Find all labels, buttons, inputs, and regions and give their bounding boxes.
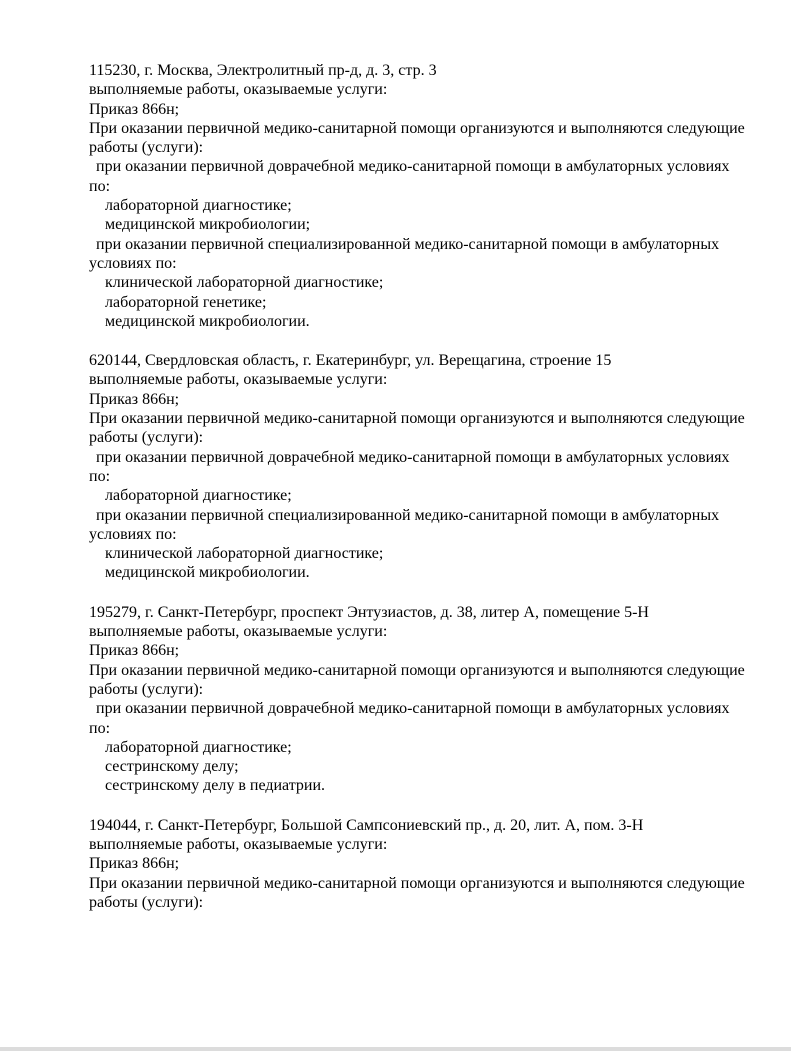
text-line: лабораторной диагностике; (105, 738, 292, 756)
text-line: медицинской микробиологии. (105, 564, 310, 582)
text-line: по: (89, 177, 111, 195)
text-line: условиях по: (89, 525, 177, 543)
text-line: лабораторной генетике; (105, 293, 267, 311)
text-line: медицинской микробиологии. (105, 312, 310, 330)
text-line: при оказании первичной доврачебной медико-санитарной помощи в амбулаторных условиях (96, 700, 730, 718)
text-line: выполняемые работы, оказываемые услуги: (89, 835, 388, 853)
text-line: выполняемые работы, оказываемые услуги: (89, 81, 388, 99)
license-address-block-ekaterinburg (89, 351, 749, 583)
text-line: работы (услуги): (89, 893, 204, 911)
text-line: 115230, г. Москва, Электролитный пр-д, д. 3, стр. 3 (89, 62, 437, 79)
text-line: Приказ 866н; (89, 855, 180, 873)
text-line: При оказании первичной медико-санитарной помощи организуются и выполняются следующие (89, 410, 745, 428)
text-line: сестринскому делу; (105, 758, 239, 776)
license-address-block-spb-entuziastov (89, 603, 749, 796)
text-line: при оказании первичной специализированной медико-санитарной помощи в амбулаторных (96, 235, 720, 253)
text-line: клинической лабораторной диагностике; (105, 274, 384, 292)
text-line: клинической лабораторной диагностике; (105, 545, 384, 563)
text-line: лабораторной диагностике; (105, 487, 292, 505)
footer-divider-bar (0, 1047, 791, 1051)
text-line: работы (услуги): (89, 429, 204, 447)
text-line: При оказании первичной медико-санитарной помощи организуются и выполняются следующие (89, 661, 745, 679)
license-address-block-spb-sampsonievsky (89, 816, 749, 912)
text-line: Приказ 866н; (89, 642, 180, 660)
text-line: при оказании первичной доврачебной медико-санитарной помощи в амбулаторных условиях (96, 158, 730, 176)
text-line: при оказании первичной доврачебной медико-санитарной помощи в амбулаторных условиях (96, 448, 730, 466)
text-line: работы (услуги): (89, 680, 204, 698)
text-line: выполняемые работы, оказываемые услуги: (89, 371, 388, 389)
document-content (89, 61, 749, 932)
text-line: Приказ 866н; (89, 390, 180, 408)
text-line: При оказании первичной медико-санитарной помощи организуются и выполняются следующие (89, 119, 745, 137)
text-line: по: (89, 467, 111, 485)
text-line: условиях по: (89, 254, 177, 272)
text-line: при оказании первичной специализированной медико-санитарной помощи в амбулаторных (96, 506, 720, 524)
text-line: медицинской микробиологии; (105, 216, 311, 234)
text-line: сестринскому делу в педиатрии. (105, 777, 326, 795)
license-address-block-moscow (89, 61, 749, 331)
text-line: по: (89, 719, 111, 737)
text-line: 194044, г. Санкт-Петербург, Большой Сампсониевский пр., д. 20, лит. А, пом. 3-Н (89, 816, 644, 834)
text-line: При оказании первичной медико-санитарной помощи организуются и выполняются следующие (89, 874, 745, 892)
text-line: 620144, Свердловская область, г. Екатеринбург, ул. Верещагина, строение 15 (89, 352, 612, 370)
text-line: Приказ 866н; (89, 100, 180, 118)
text-line: лабораторной диагностике; (105, 197, 292, 215)
text-line: 195279, г. Санкт-Петербург, проспект Энтузиастов, д. 38, литер А, помещение 5-Н (89, 603, 649, 621)
text-line: работы (услуги): (89, 139, 204, 157)
text-line: выполняемые работы, оказываемые услуги: (89, 623, 388, 641)
